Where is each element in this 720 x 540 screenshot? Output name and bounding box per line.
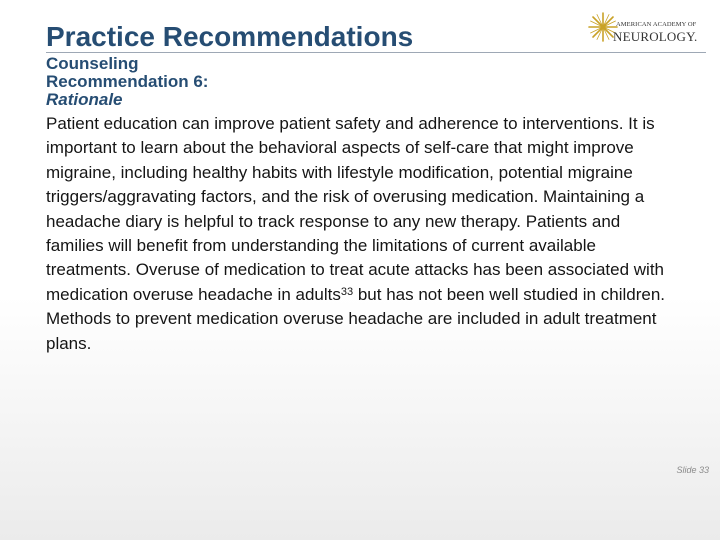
slide-title: Practice Recommendations (46, 21, 414, 52)
recommendation-heading: Recommendation 6: (46, 72, 209, 91)
rationale-heading: Rationale (46, 90, 123, 109)
logo-text-neurology: NEUROLOGY. (613, 29, 698, 44)
slide-content (46, 55, 676, 356)
aan-logo (588, 12, 706, 50)
body-text-part2: but has not been well studied in children. Methods to prevent medication overuse headache are included in adult treatment plans. (46, 284, 665, 353)
rationale-paragraph (46, 112, 676, 356)
citation-superscript: 33 (340, 285, 354, 298)
body-text-part1: Patient education can improve patient safety and adherence to interventions. It is important to learn about the behavioral aspects of self-care that might improve migraine, including healthy habits with lifestyle modification, potential migraine triggers/aggravating factors, and the risk of overusing medication. Maintaining a headache diary is helpful to track response to any new therapy. Patients and families will benefit from understanding the limitations of current available treatments. Overuse of medication to treat acute attacks has been associated with medication overuse headache in adults (46, 114, 664, 304)
title-divider (46, 52, 706, 53)
slide-number: Slide 33 (676, 465, 709, 475)
section-heading: Counseling (46, 54, 139, 73)
logo-text-academy: AMERICAN ACADEMY OF (616, 21, 697, 28)
